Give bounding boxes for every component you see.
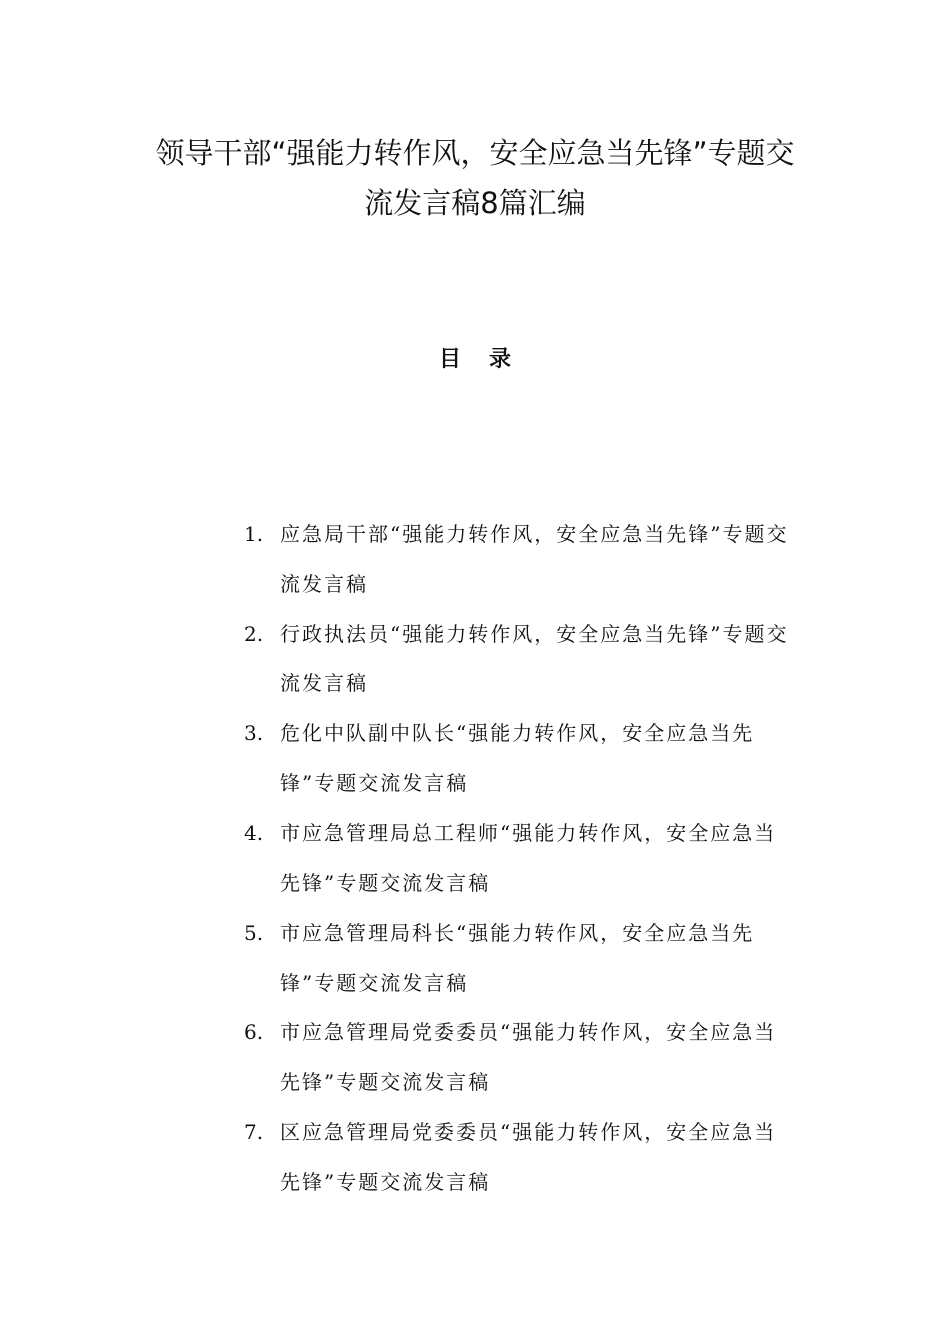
toc-item-number: 6. <box>244 1020 264 1045</box>
toc-item-number: 5. <box>244 920 264 945</box>
toc-item <box>232 1008 802 1108</box>
toc-item <box>232 809 802 909</box>
toc-heading: 目录 <box>438 347 539 372</box>
toc-item <box>232 510 802 610</box>
toc-item-text: 市应急管理局总工程师“强能力转作风，安全应急当先锋”专题交流发言稿 <box>280 821 777 895</box>
toc-item-number: 2. <box>244 621 264 646</box>
toc-item-text: 区应急管理局党委委员“强能力转作风，安全应急当先锋”专题交流发言稿 <box>280 1120 777 1194</box>
toc-item-number: 7. <box>244 1120 264 1145</box>
document-title-line-1: 领导干部“强能力转作风，安全应急当先锋”专题交 <box>155 136 795 170</box>
toc-item <box>232 709 802 809</box>
toc-item <box>232 1108 802 1208</box>
toc-item <box>232 909 802 1009</box>
toc-item <box>232 610 802 710</box>
document-title-line-2: 流发言稿8篇汇编 <box>364 186 586 220</box>
toc-item-text: 市应急管理局科长“强能力转作风，安全应急当先锋”专题交流发言稿 <box>280 920 755 995</box>
toc-item-number: 4. <box>244 821 264 846</box>
toc-item-number: 1. <box>244 522 264 546</box>
toc-item-text: 行政执法员“强能力转作风，安全应急当先锋”专题交流发言稿 <box>280 621 789 696</box>
toc-item-text: 市应急管理局党委委员“强能力转作风，安全应急当先锋”专题交流发言稿 <box>280 1020 777 1095</box>
toc-item-text: 应急局干部“强能力转作风，安全应急当先锋”专题交流发言稿 <box>280 522 789 596</box>
toc-item-text: 危化中队副中队长“强能力转作风，安全应急当先锋”专题交流发言稿 <box>280 721 755 796</box>
toc-item-number: 3. <box>244 721 264 746</box>
document-title <box>100 128 850 228</box>
toc-list <box>232 510 802 1208</box>
